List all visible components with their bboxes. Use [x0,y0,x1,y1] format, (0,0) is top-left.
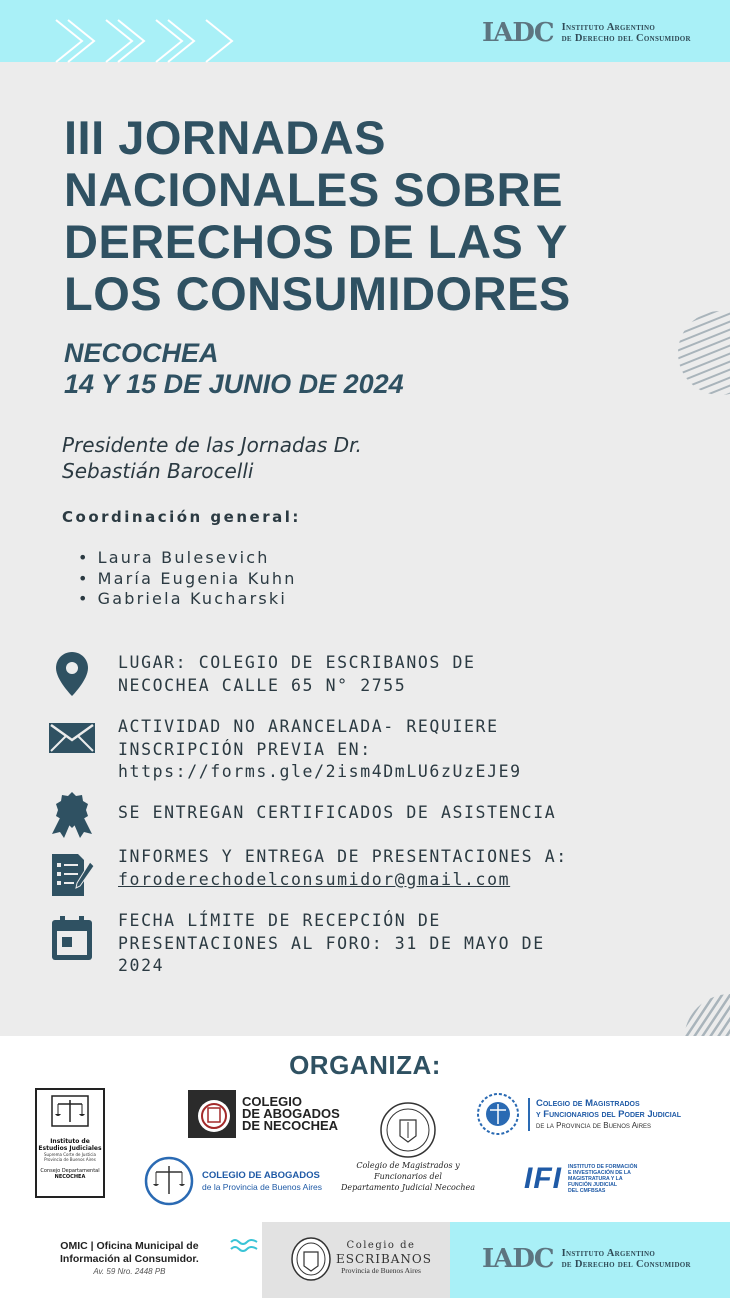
omic-address: Av. 59 Nro. 2448 PB [93,1267,166,1276]
coordinators-list [78,548,297,610]
striped-circle-decoration [676,992,730,1036]
certificates-text: SE ENTREGAN CERTIFICADOS DE ASISTENCIA [118,803,557,822]
colegio-magistrados-pba-emblem-icon [474,1092,522,1136]
event-title-line: III JORNADAS [64,111,386,164]
colegio-abogados-pba-line: COLEGIO DE ABOGADOS [202,1169,320,1181]
email-link[interactable]: foroderechodelconsumidor@gmail.com [118,869,511,889]
iadc-logo-line2: de Derecho del Consumidor [561,33,691,44]
event-title [64,112,664,320]
registration-line: INSCRIPCIÓN PREVIA EN: [118,739,372,759]
escribanos-line: Colegio de [346,1240,416,1251]
colegio-magistrados-necochea-seal-icon [380,1102,436,1158]
colegio-magistrados-necochea-line: Departamento Judicial Necochea [340,1183,475,1192]
iadc-logo-mark: IADC [482,18,554,48]
deadline-line: PRESENTACIONES AL FORO: 31 DE MAYO DE [118,933,545,953]
event-dates: 14 Y 15 DE JUNIO DE 2024 [64,369,404,399]
waves-icon [230,1238,258,1254]
list-item: • María Eugenia Kuhn [78,569,297,590]
ieej-line: Suprema Corte de Justicia [44,1152,96,1157]
ieej-line: Consejo Departamental [40,1168,100,1174]
escribanos-line: ESCRIBANOS [336,1252,432,1266]
chevron-right-icon [202,18,248,64]
event-title-line: LOS CONSUMIDORES [64,267,571,320]
colegio-abogados-necochea-line: DE ABOGADOS [242,1106,340,1121]
deadline-row [48,910,545,978]
colegio-abogados-necochea-line: DE NECOCHEA [242,1118,339,1133]
footer-iadc [450,1222,730,1298]
ieej-line: Instituto de [50,1138,90,1145]
colegio-abogados-necochea-line: COLEGIO [242,1094,302,1109]
registration-line: ACTIVIDAD NO ARANCELADA- REQUIERE [118,717,499,736]
registration-text [118,716,522,784]
ifi-line: MAGISTRATURA Y LA [568,1176,623,1182]
reports-line: INFORMES Y ENTREGA DE PRESENTACIONES A: [118,847,568,866]
iadc-logo-line1: Instituto Argentino [561,22,656,33]
colegio-magistrados-pba-line: Colegio de Magistrados [536,1097,640,1109]
colegio-abogados-pba-emblem-icon [144,1156,194,1206]
striped-circle-decoration [674,310,730,396]
president-line1: Presidente de las Jornadas Dr. [62,433,362,457]
certificates-row [48,792,556,838]
escribanos-seal-icon [290,1236,332,1282]
colegio-magistrados-pba-line: de la Provincia de Buenos Aires [536,1120,652,1130]
organizers-heading: ORGANIZA: [289,1050,441,1080]
document-form-icon [50,854,94,896]
ifi-logo-mark: IFI [524,1162,562,1195]
escribanos-line: Provincia de Buenos Aires [341,1266,421,1275]
venue-row [48,652,476,697]
list-item: • Laura Bulesevich [78,548,297,569]
colegio-abogados-necochea-emblem-icon [188,1090,238,1138]
deadline-line: 2024 [118,956,165,975]
colegio-magistrados-necochea-line: Colegio de Magistrados y [356,1161,460,1170]
envelope-icon [49,723,95,753]
deadline-text [118,910,545,978]
colegio-abogados-pba-line: de la Provincia de Buenos Aires [202,1181,323,1192]
ifi-line: INSTITUTO DE FORMACIÓN [568,1164,638,1170]
president-line2: Sebastián Barocelli [62,459,254,483]
registration-row [48,716,522,784]
iadc-logo [482,18,691,48]
ifi-line: E INVESTIGACIÓN DE LA [568,1170,631,1176]
coordination-heading: Coordinación general: [62,508,301,526]
map-pin-icon [56,652,88,696]
iadc-logo-line1: Instituto Argentino [561,1248,656,1259]
event-location-date [64,338,404,400]
omic-line: OMIC | Oficina Municipal de [60,1240,199,1252]
colegio-abogados-necochea-logo [188,1090,340,1138]
venue-text [118,652,476,697]
list-item: • Gabriela Kucharski [78,589,297,610]
colegio-magistrados-necochea-logo [340,1102,476,1193]
deadline-line: FECHA LÍMITE DE RECEPCIÓN DE [118,911,441,930]
calendar-icon [52,916,92,960]
iadc-logo [482,1244,691,1274]
colegio-abogados-pba-logo [144,1156,322,1206]
registration-link[interactable]: https://forms.gle/2ism4DmLU6zUzEJE9 [118,762,522,781]
venue-line: NECOCHEA CALLE 65 N° 2755 [118,675,407,695]
ifi-line: DEL CMFBSAS [568,1188,606,1194]
ieej-line: NECOCHEA [54,1174,86,1180]
ieej-logo [35,1088,105,1198]
ifi-line: FUNCIÓN JUDICIAL [568,1182,617,1188]
ifi-logo [524,1162,637,1196]
venue-line: LUGAR: COLEGIO DE ESCRIBANOS DE [118,653,476,672]
ieej-line: Estudios Judiciales [38,1145,102,1152]
event-title-line: DERECHOS DE LAS Y [64,215,568,268]
colegio-magistrados-pba-line: y Funcionarios del Poder Judicial [536,1108,682,1120]
ieej-line: Provincia de Buenos Aires [44,1157,96,1162]
reports-row [48,846,568,896]
reports-text [118,846,568,891]
colegio-magistrados-necochea-line: Funcionarios del [374,1172,442,1181]
iadc-logo-mark: IADC [482,1244,554,1274]
scales-of-justice-icon [48,1094,92,1134]
chevron-right-icon [102,18,148,64]
event-title-line: NACIONALES SOBRE [64,163,563,216]
iadc-logo-line2: de Derecho del Consumidor [561,1259,691,1270]
event-city: NECOCHEA [64,338,219,368]
certificate-badge-icon [50,792,94,838]
president-block [62,432,362,484]
omic-line: Información al Consumidor. [60,1253,199,1265]
chevron-right-icon [52,18,98,64]
footer-escribanos [262,1222,450,1298]
chevron-right-icon [152,18,198,64]
colegio-magistrados-pba-logo [474,1092,681,1136]
footer-omic [0,1222,262,1298]
